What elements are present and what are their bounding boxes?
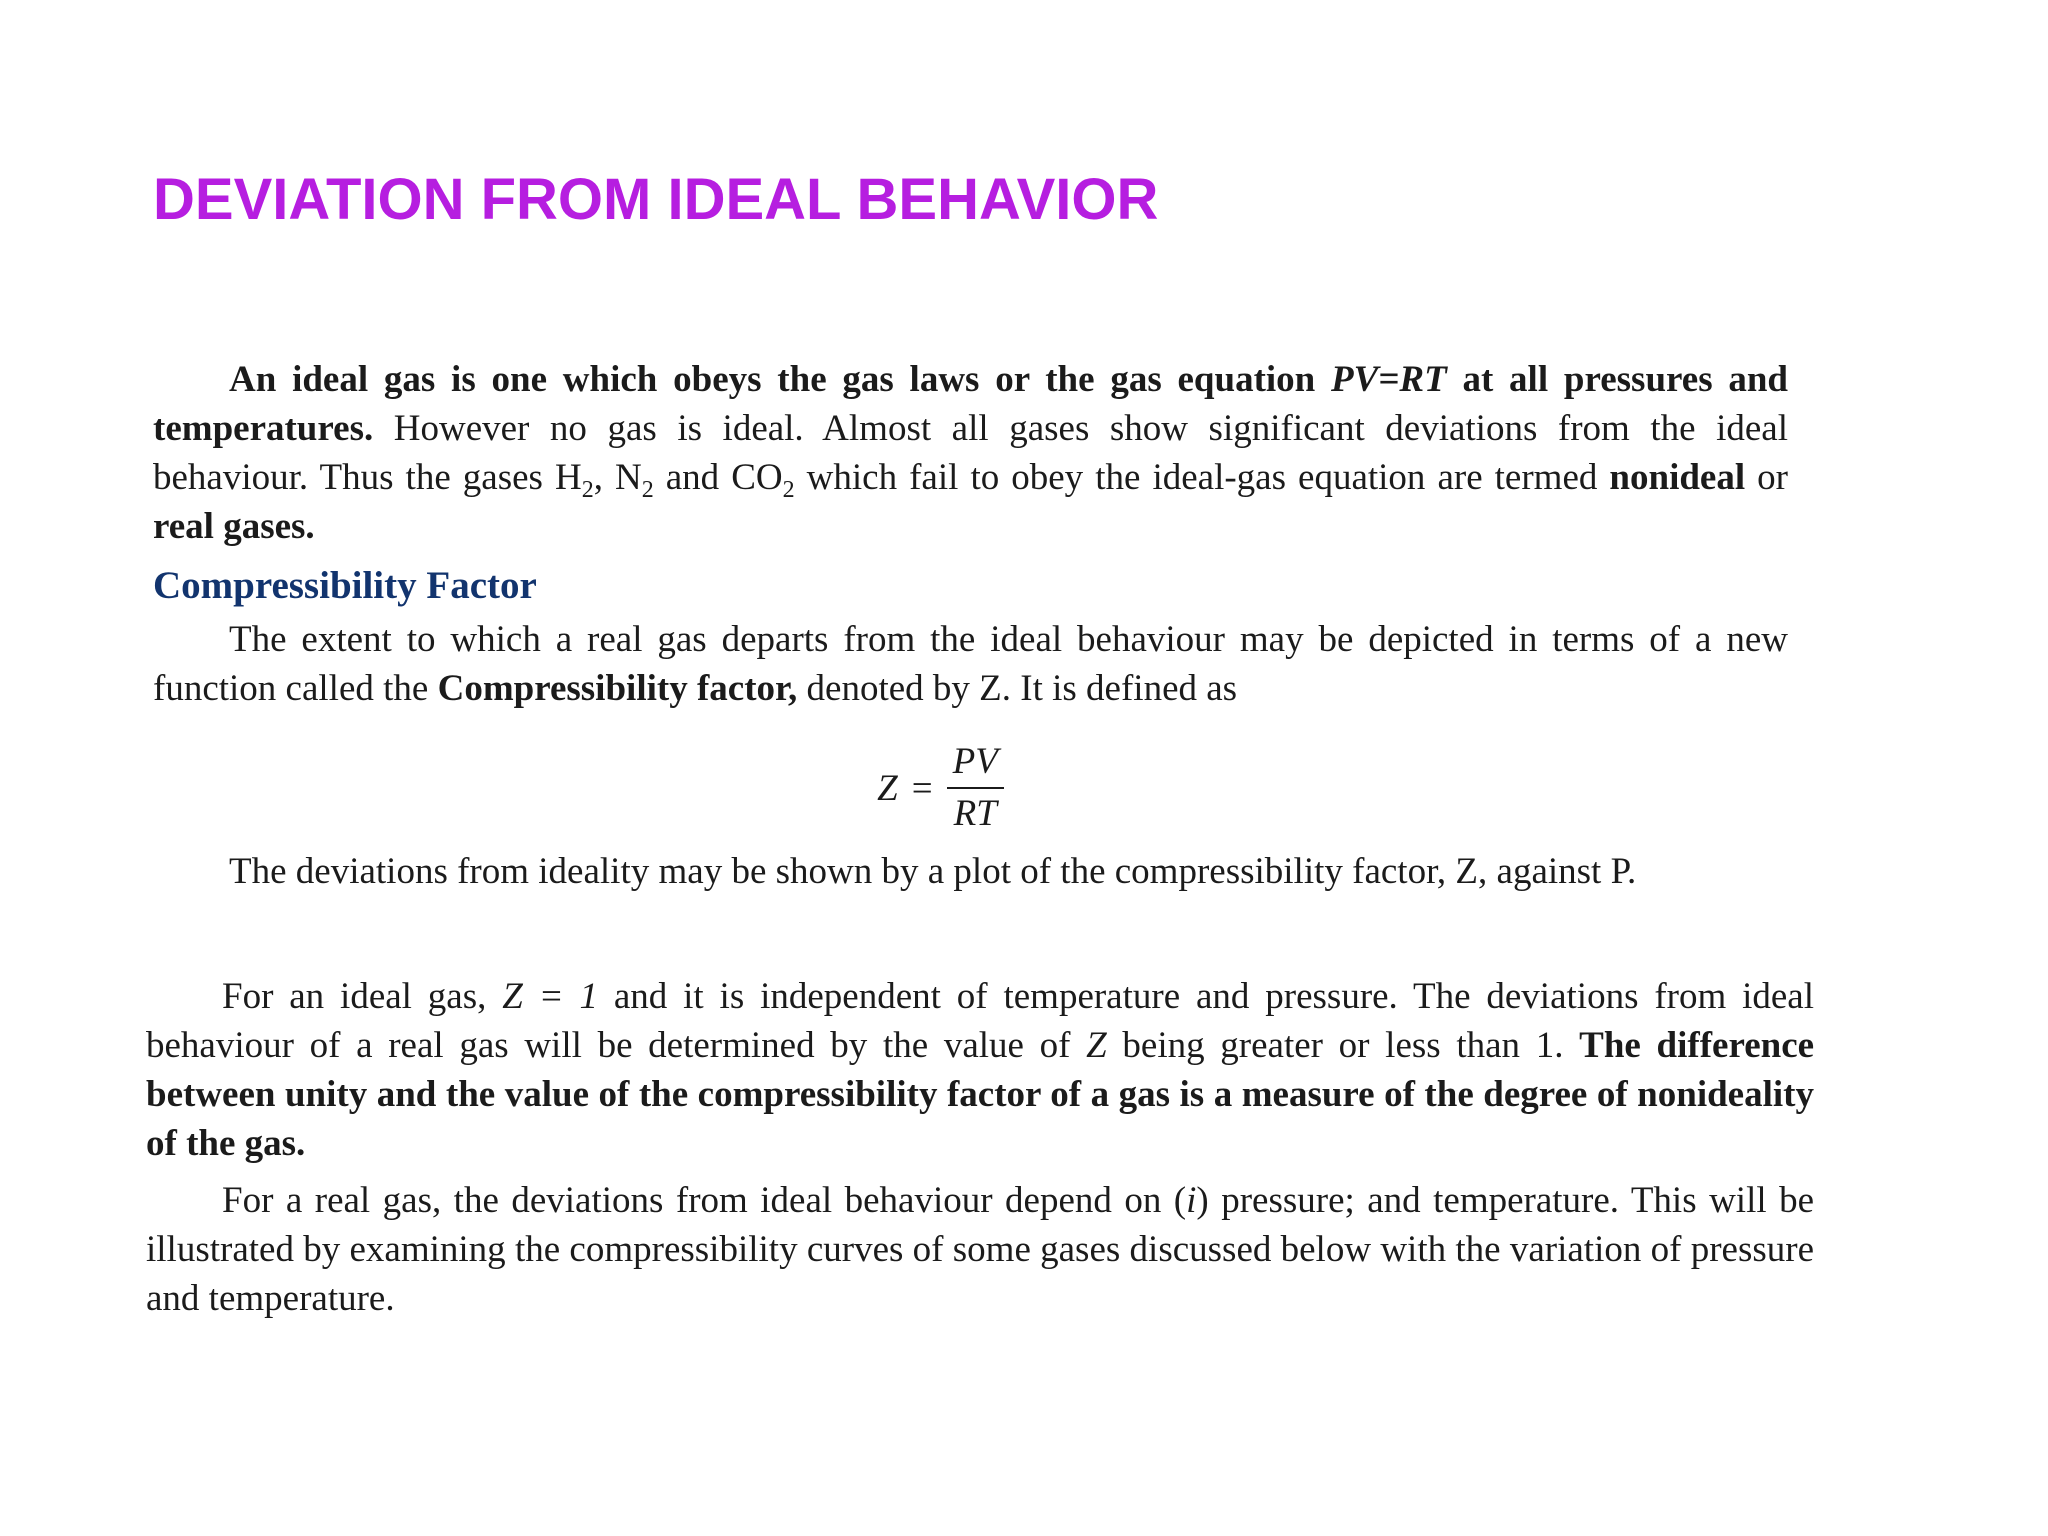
intro-text: However no gas is ideal. Almost all gases show significant deviations from the ideal behaviour. Thus the gases [153,408,1789,498]
term-real-gases: real gases. [153,506,315,547]
formula-lhs: Z [877,767,898,809]
gas-n2: $N_2$ [614,457,654,503]
section-heading-compressibility: Compressibility Factor [153,564,537,607]
compressibility-paragraph: The extent to which a real gas departs from the ideal behaviour may be depicted in terms of a new function called the Compressibility factor, denoted by Z. It is defined as [153,619,1788,709]
formula-numerator: PV [947,737,1004,789]
term-nonideal: nonideal [1609,457,1746,498]
formula-fraction [947,737,1004,839]
bold-end: at all pressures and temperatures. [153,359,1789,449]
ideal-gas-paragraph: For an ideal gas, Z = 1 and it is independent of temperature and pressure. The deviations from ideal behaviour of a real gas will be determined by the value of Z being greater or less than 1. The difference between unity and the value of the compressibility factor of a gas is a measure of the degree of nonideality of the gas. [146,976,1815,1164]
intro-paragraph: An ideal gas is one which obeys the gas laws or the gas equation PV=RT at all pressures and temperatures. However no gas is ideal. Almost all gases show significant deviations from the ideal behaviour. Thus the gases $H_2$, $N_2$ and $CO_2$ which fail to obey the ideal-gas equation are termed nonideal or real gases. [153,359,1789,547]
intro-text-end: which fail to obey the ideal-gas equation are termed [806,457,1598,498]
gas-equation: PV=RT [1331,359,1447,400]
compressibility-formula [153,733,1788,843]
bold-opening: An ideal gas is one which obeys the gas laws or the gas equation [229,359,1316,400]
gas-co2: $CO_2$ [731,457,795,503]
nonideality-definition: The difference between unity and the value of the compressibility factor of a gas is a measure of the degree of nonideality of the gas. [146,1025,1815,1164]
real-gas-paragraph: For a real gas, the deviations from ideal behaviour depend on (i) pressure; and temperature. This will be illustrated by examining the compressibility curves of some gases discussed below with the variation of pressure and temperature. [146,1180,1815,1319]
gas-h2: $H_2$ [554,457,594,503]
text-block-upper [153,355,1788,896]
slide-title: DEVIATION FROM IDEAL BEHAVIOR [153,167,1159,232]
formula-denominator: RT [953,793,997,834]
plot-sentence: The deviations from ideality may be shown by a plot of the compressibility factor, Z, against P. [229,851,1637,892]
z-equals-one: Z = 1 [502,976,598,1017]
term-compressibility-factor: Compressibility factor, [437,668,798,709]
formula-equals: = [911,767,933,809]
text-block-lower [146,972,1814,1323]
